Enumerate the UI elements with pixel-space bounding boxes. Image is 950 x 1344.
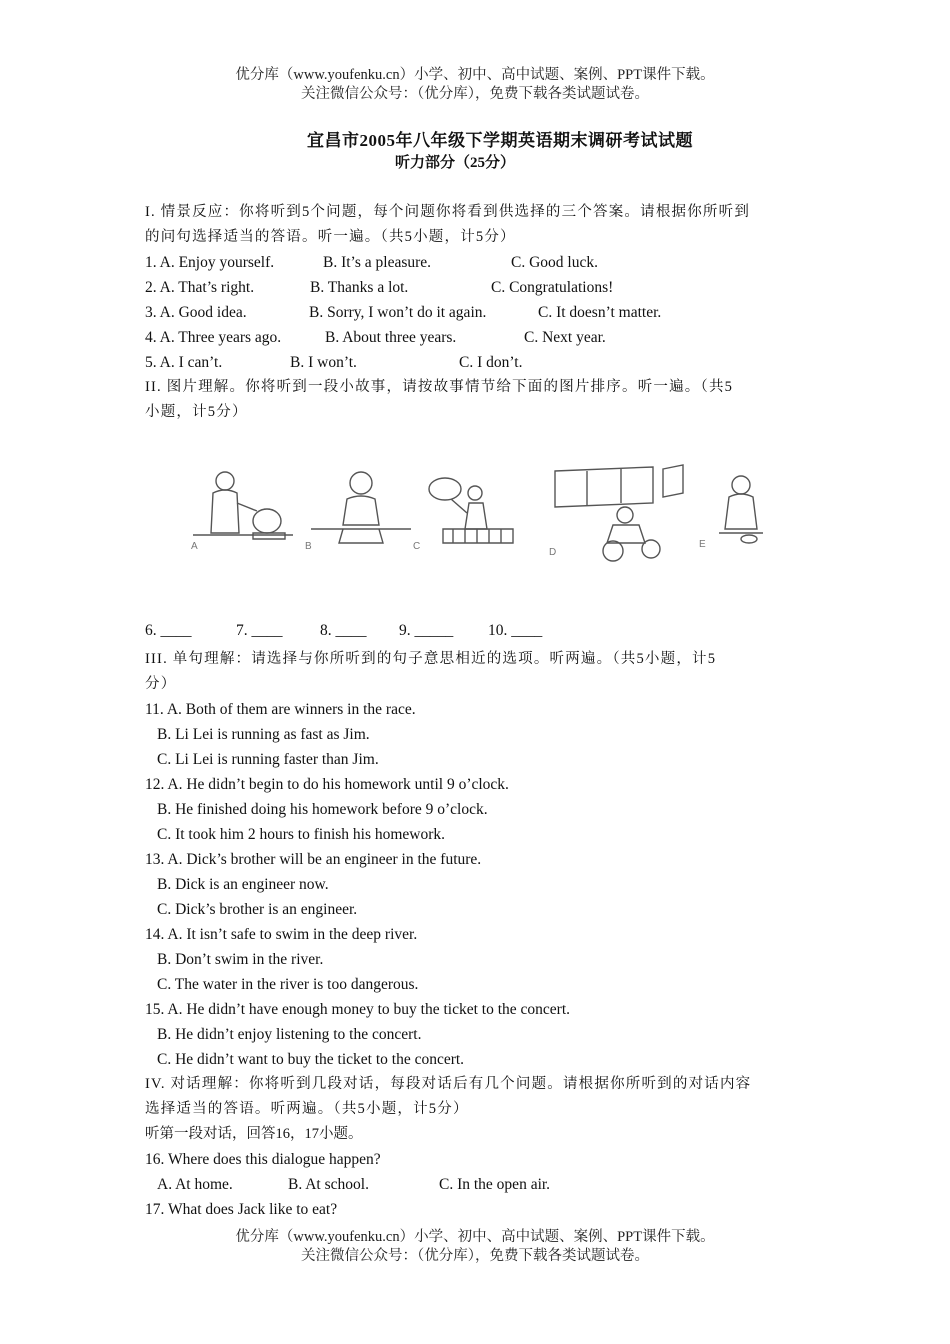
section-1-instruction: I. 情景反应：你将听到5个问题，每个问题你将看到供选择的三个答案。请根据你所听到 — [145, 204, 751, 220]
question-2-option-c: C. Congratulations! — [491, 279, 614, 296]
picture-label-d: D — [549, 547, 557, 558]
footer-line-2: 关注微信公众号：（优分库），免费下载各类试题试卷。 — [301, 1248, 649, 1264]
question-11-c: C. Li Lei is running faster than Jim. — [157, 751, 379, 768]
question-4-option-c: C. Next year. — [524, 329, 606, 346]
question-13-c: C. Dick’s brother is an engineer. — [157, 901, 358, 918]
question-3-option-a: 3. A. Good idea. — [145, 304, 247, 321]
blank-10[interactable]: 10. ____ — [488, 622, 543, 639]
section-4-instruction: IV. 对话理解：你将听到几段对话，每段对话后有几个问题。请根据你所听到的对话内容 — [145, 1076, 752, 1092]
section-4-note: 听第一段对话，回答16，17小题。 — [145, 1126, 363, 1142]
section-2-instruction-cont: 小题，计5分） — [145, 404, 248, 420]
section-4-instruction-cont: 选择适当的答语。听两遍。（共5小题，计5分） — [145, 1101, 469, 1117]
question-11-a: 11. A. Both of them are winners in the race. — [145, 701, 416, 718]
question-17: 17. What does Jack like to eat? — [145, 1201, 338, 1218]
picture-b-girl-writing — [311, 472, 411, 543]
footer-line-1: 优分库（www.youfenku.cn）小学、初中、高中试题、案例、PPT课件下载。 — [235, 1229, 715, 1245]
sections-3-4 — [145, 647, 807, 1222]
picture-label-c: C — [413, 541, 421, 552]
question-3-option-c: C. It doesn’t matter. — [538, 304, 662, 321]
question-2 — [145, 275, 807, 300]
question-5-option-a: 5. A. I can’t. — [145, 354, 223, 371]
question-14-a: 14. A. It isn’t safe to swim in the deep river. — [145, 926, 418, 943]
question-4-option-a: 4. A. Three years ago. — [145, 329, 282, 346]
question-16: 16. Where does this dialogue happen? — [145, 1151, 381, 1168]
page-footer — [0, 1228, 950, 1266]
question-11-b: B. Li Lei is running as fast as Jim. — [157, 726, 370, 743]
picture-label-e: E — [699, 539, 706, 550]
picture-c-playing-tennis — [429, 478, 513, 543]
question-4 — [145, 325, 807, 350]
question-12-b: B. He finished doing his homework before 9 o’clock. — [157, 801, 488, 818]
question-15-c: C. He didn’t want to buy the ticket to the concert. — [157, 1051, 465, 1068]
question-5 — [145, 350, 807, 375]
header-line-2: 关注微信公众号：（优分库），免费下载各类试题试卷。 — [301, 86, 649, 102]
question-3-option-b: B. Sorry, I won’t do it again. — [309, 304, 487, 321]
section-1 — [145, 200, 807, 425]
question-2-option-a: 2. A. That’s right. — [145, 279, 255, 296]
question-16-options: A. At home. B. At school. C. In the open air. — [157, 1176, 551, 1193]
question-14-b: B. Don’t swim in the river. — [157, 951, 324, 968]
answer-blanks — [145, 622, 542, 640]
question-5-option-c: C. I don’t. — [459, 354, 523, 371]
question-12-a: 12. A. He didn’t begin to do his homework until 9 o’clock. — [145, 776, 509, 793]
exam-title: 宜昌市2005年八年级下学期英语期末调研考试试题 — [307, 131, 693, 150]
section-2-instruction: II. 图片理解。你将听到一段小故事，请按故事情节给下面的图片排序。听一遍。（共5 — [145, 379, 734, 395]
page-header — [0, 66, 950, 104]
question-5-option-b: B. I won’t. — [290, 354, 357, 371]
section-3-instruction: III. 单句理解：请选择与你所听到的句子意思相近的选项。听两遍。（共5小题，计5 — [145, 651, 717, 667]
question-14-c: C. The water in the river is too dangerous. — [157, 976, 419, 993]
exam-subtitle: 听力部分（25分） — [394, 155, 515, 171]
picture-label-b: B — [305, 541, 312, 552]
picture-e-woman-at-table — [719, 476, 763, 543]
section-1-instruction-cont: 的问句选择适当的答语。听一遍。（共5小题，计5分） — [145, 229, 516, 245]
question-15-a: 15. A. He didn’t have enough money to buy the ticket to the concert. — [145, 1001, 571, 1018]
blank-8[interactable]: 8. ____ — [320, 622, 367, 639]
picture-a-mother-cooking — [193, 472, 293, 539]
question-12-c: C. It took him 2 hours to finish his homework. — [157, 826, 446, 843]
question-3 — [145, 300, 807, 325]
question-15-b: B. He didn’t enjoy listening to the concert. — [157, 1026, 422, 1043]
picture-sequence — [183, 463, 763, 565]
picture-label-a: A — [191, 541, 198, 552]
header-line-1: 优分库（www.youfenku.cn）小学、初中、高中试题、案例、PPT课件下载。 — [235, 67, 715, 83]
blank-9[interactable]: 9. _____ — [399, 622, 454, 639]
question-4-option-b: B. About three years. — [325, 329, 457, 346]
blank-7[interactable]: 7. ____ — [236, 622, 283, 639]
question-13-a: 13. A. Dick’s brother will be an engineer in the future. — [145, 851, 482, 868]
picture-d-riding-motorbike — [555, 465, 683, 561]
blank-6[interactable]: 6. ____ — [145, 622, 192, 639]
question-2-option-b: B. Thanks a lot. — [310, 279, 409, 296]
question-13-b: B. Dick is an engineer now. — [157, 876, 329, 893]
question-1: 1. A. Enjoy yourself. B. It’s a pleasure. C. Good luck. — [145, 254, 598, 271]
section-3-instruction-cont: 分） — [145, 676, 177, 692]
